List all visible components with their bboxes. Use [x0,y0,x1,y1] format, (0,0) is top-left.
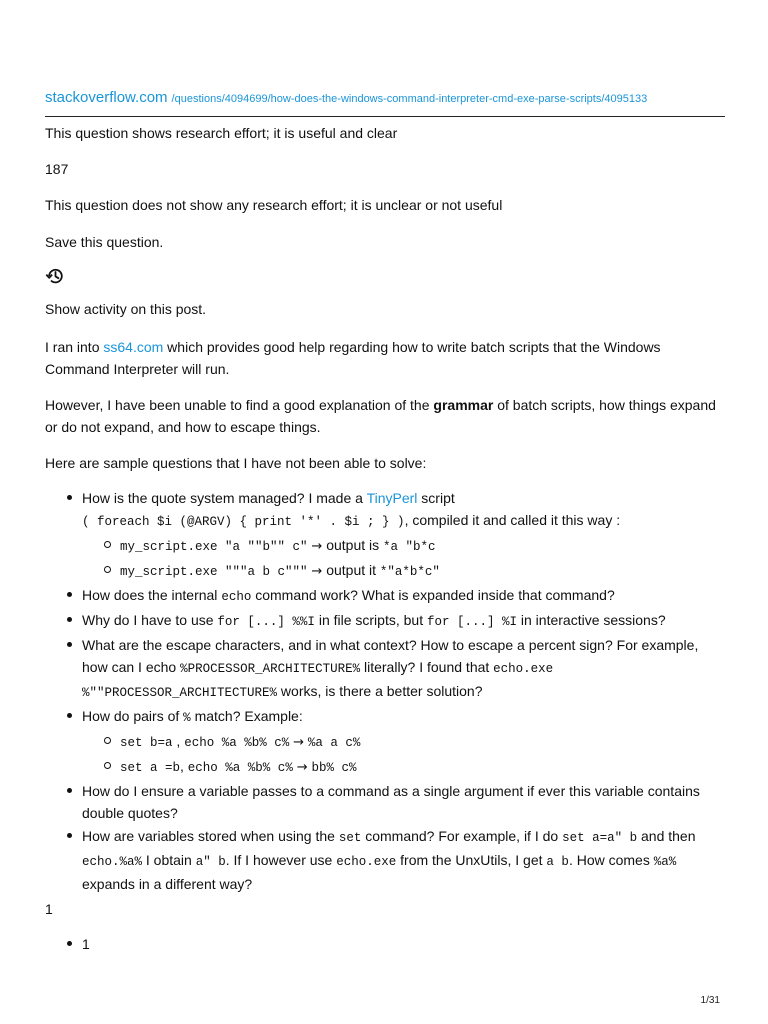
text: , [180,758,188,774]
downvote-label[interactable]: This question does not show any research effort; it is unclear or not useful [45,197,503,213]
inline-code: a b [546,855,569,869]
inline-code: for [...] %I [426,615,517,629]
text: What are the escape characters, and in what context? How to escape a percent sign? For example, how can I echo [82,637,699,675]
arrow-icon: → [296,760,308,775]
inline-code: %PROCESSOR_ARCHITECTURE% [180,662,361,676]
inline-code: % [183,711,191,725]
text: which provides good help regarding how to write batch scripts that the Windows Command Interpreter will run. [45,339,661,377]
inline-code: echo %a %b% c% [187,761,293,775]
history-icon[interactable] [45,266,65,286]
sub-list [82,534,725,583]
site-link[interactable]: stackoverflow.com [45,89,168,106]
text: How do pairs of [82,708,184,724]
inline-code: my_script.exe """a b c""" [120,565,308,579]
list-item [82,730,725,754]
page-number: 1/31 [700,995,720,1006]
sub-list [82,730,725,779]
inline-code: set [338,831,362,845]
upvote-label[interactable]: This question shows research effort; it is useful and clear [45,125,398,141]
text: I ran into [45,339,104,355]
inline-code: %a a c% [307,736,361,750]
ss64-link[interactable]: ss64.com [103,339,164,355]
text: . If I however use [225,852,337,868]
vote-count: 187 [45,161,69,177]
url-path-link[interactable]: /questions/4094699/how-does-the-windows-command-interpreter-cmd-exe-parse-scripts/4095133 [171,93,648,105]
inline-code: echo.exe %""PROCESSOR_ARCHITECTURE% [82,662,554,700]
inline-code: *a "b*c [383,540,436,554]
text: output it [322,562,380,578]
tinyperl-link[interactable]: TinyPerl [366,490,418,506]
text: and then [637,828,696,844]
text: works, is there a better solution? [277,683,483,699]
arrow-icon: → [311,564,323,579]
text: How does the internal [82,587,222,603]
text: expands in a different way? [82,876,253,892]
inline-code: for [...] %%I [217,615,315,629]
paragraph-grammar [45,394,725,438]
list-item [45,705,725,779]
text: How is the quote system managed? I made a [82,490,367,506]
inline-code: *"a*b*c" [379,565,440,579]
text: in file scripts, but [314,612,427,628]
footer-number: 1 [45,901,53,917]
inline-code: %a% [653,855,677,869]
arrow-icon: → [293,735,305,750]
paragraph-intro [45,336,725,380]
text: literally? I found that [360,659,494,675]
text: Why do I have to use [82,612,218,628]
list-item [45,780,725,824]
list-item [82,755,725,779]
inline-code: set b=a [120,736,173,750]
text: command work? What is expanded inside that command? [251,587,615,603]
inline-code: set a=a" b [562,831,638,845]
inline-code: echo.%a% [82,855,143,869]
inline-code: my_script.exe "a ""b"" c" [120,540,308,554]
text: . How comes [568,852,654,868]
text: command? For example, if I do [361,828,563,844]
list-item [45,487,725,583]
text: of batch scripts, how things expand or do not expand, and how to escape things. [45,397,716,435]
text: How are variables stored when using the [82,828,339,844]
show-activity[interactable]: Show activity on this post. [45,301,207,317]
arrow-icon: → [311,539,323,554]
text: I obtain [142,852,196,868]
inline-code: ( foreach $i (@ARGV) { print '*' . $i ; } ) [82,515,405,529]
list-item: 1 [45,933,725,955]
text: However, I have been unable to find a good explanation of the [45,397,434,413]
save-question[interactable]: Save this question. [45,234,164,250]
inline-code: echo.exe [336,855,397,869]
footer-list [45,933,725,956]
inline-code: set a =b [120,761,181,775]
paragraph-questions-intro: Here are sample questions that I have not been able to solve: [45,455,427,471]
url-header [45,86,725,117]
question-list [45,487,725,896]
bold-text: grammar [433,397,494,413]
list-item [45,634,725,704]
text: output is [322,537,384,553]
text: from the UnxUtils, I get [396,852,547,868]
text: How do I ensure a variable passes to a command as a single argument if ever this variable contains double quotes? [82,783,700,821]
inline-code: echo %a %b% c% [184,736,290,750]
text: , [172,733,185,749]
text: match? Example: [190,708,303,724]
inline-code: a" b [195,855,226,869]
inline-code: echo [221,590,252,604]
list-item [45,825,725,895]
text: in interactive sessions? [517,612,666,628]
list-item [45,584,725,608]
list-item [82,559,725,583]
inline-code: bb% c% [311,761,357,775]
list-item [82,534,725,558]
list-item [45,609,725,633]
text: , compiled it and called it this way : [404,512,621,528]
text: script [417,490,455,506]
